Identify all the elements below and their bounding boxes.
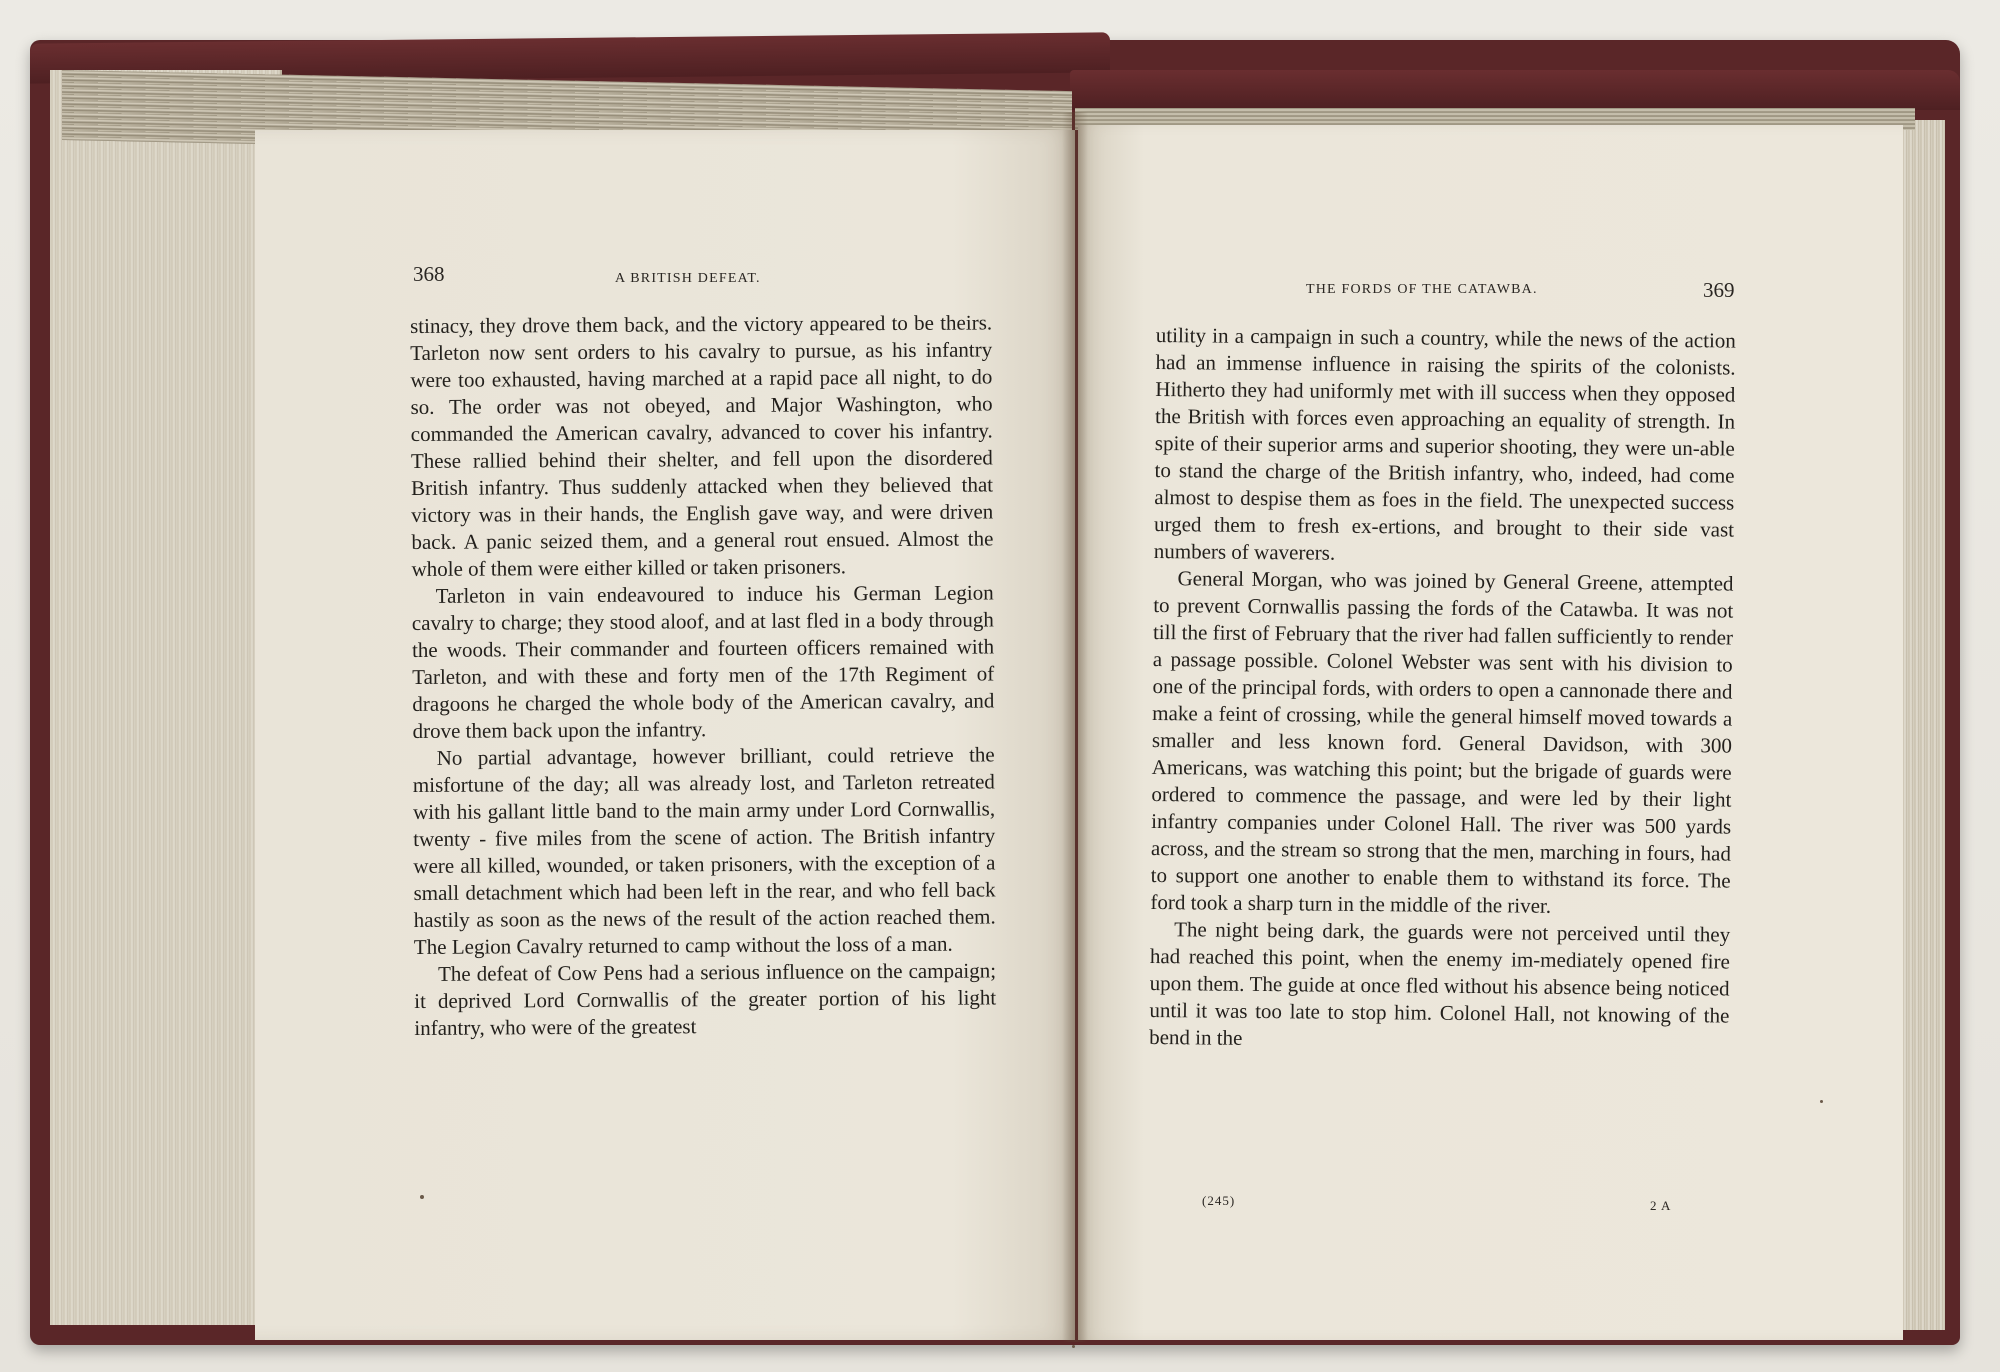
left-paragraph-4: The defeat of Cow Pens had a serious influence on the campaign; it deprived Lord Cornwallis of the greater portion of his light infantry, who were of the greatest (414, 958, 997, 1040)
page-edges-left (50, 70, 282, 1325)
paper-speck (420, 1195, 424, 1199)
right-paragraph-2: General Morgan, who was joined by General Greene, attempted to prevent Cornwallis passing the fords of the Catawba. It was not till the first of February that the river had fallen sufficiently to render a passage possible. Colonel Webster was sent with his division to one of the principal fords, with orders to open a cannonade there and make a feint of crossing, while the general himself moved towards a smaller and less known ford. General Davidson, with 300 Americans, was watching this point; but the brigade of guards were ordered to commence the passage, and were led by their light infantry companies under Colonel Hall. The river was 500 yards across, and the stream so strong that the men, marching in fours, had to support one another to enable them to withstand its force. The ford took a sharp turn in the middle of the river. (1150, 566, 1734, 918)
left-paragraph-1: stinacy, they drove them back, and the victory appeared to be theirs. Tarleton now sent orders to his cavalry to pursue, as his infantry were too exhausted, having marched at a rapid pace all night, to do so. The order was not obeyed, and Major Washington, who commanded the American cavalry, advanced to cover his infantry. These rallied behind their shelter, and fell upon the disordered British infantry. Thus suddenly attacked when they believed that victory was in their hands, the English gave way, and were driven back. A panic seized them, and a general rout ensued. Almost the whole of them were either killed or taken prisoners. (410, 310, 994, 581)
left-page-text (410, 309, 996, 1042)
right-page-number: 369 (1703, 278, 1735, 302)
left-page-number: 368 (413, 262, 445, 286)
right-page-text (1149, 322, 1736, 1057)
left-paragraph-3: No partial advantage, however brilliant, could retrieve the misfortune of the day; all was already lost, and Tarleton retreated with his gallant little band to the main army under Lord Cornwallis, twenty - five miles from the scene of action. The British infantry were all killed, wounded, or taken prisoners, with the exception of a small detachment which had been left in the rear, and who fell back hastily as soon as the news of the result of the action reached them. The Legion Cavalry returned to camp without the loss of a man. (412, 742, 996, 959)
right-footer-signature: 2 A (1650, 1198, 1672, 1213)
left-paragraph-2: Tarleton in vain endeavoured to induce his German Legion cavalry to charge; they stood aloof, and at last fled in a body through the woods. Their commander and fourteen officers remained with Tarleton, and with these and forty men of the 17th Regiment of dragoons he charged the whole body of the American cavalry, and drove them back upon the infantry. (411, 580, 995, 743)
paper-speck (1072, 1345, 1075, 1348)
paper-speck (1820, 1100, 1823, 1103)
right-footer-left: (245) (1202, 1193, 1236, 1208)
left-running-head: A BRITISH DEFEAT. (615, 271, 761, 286)
right-running-head: THE FORDS OF THE CATAWBA. (1306, 282, 1538, 297)
right-paragraph-1: utility in a campaign in such a country, while the news of the action had an immense influence in raising the spirits of the colonists. Hitherto they had uniformly met with ill success when they opposed the British with forces even approaching an equality of strength. In spite of their superior arms and superior shooting, they were un-able to stand the charge of the British infantry, who, indeed, had come almost to despise them as foes in the field. The unexpected success urged them to fresh ex-ertions, and brought to their side vast numbers of waverers. (1153, 322, 1736, 565)
cover-spine-right (1070, 70, 1960, 110)
book-gutter (1062, 112, 1088, 1342)
right-paragraph-3: The night being dark, the guards were not perceived until they had reached this point, when the enemy im-mediately opened fire upon them. The guide at once fled without his absence being noticed until it was too late to stop him. Colonel Hall, not knowing of the bend in the (1149, 917, 1731, 1050)
